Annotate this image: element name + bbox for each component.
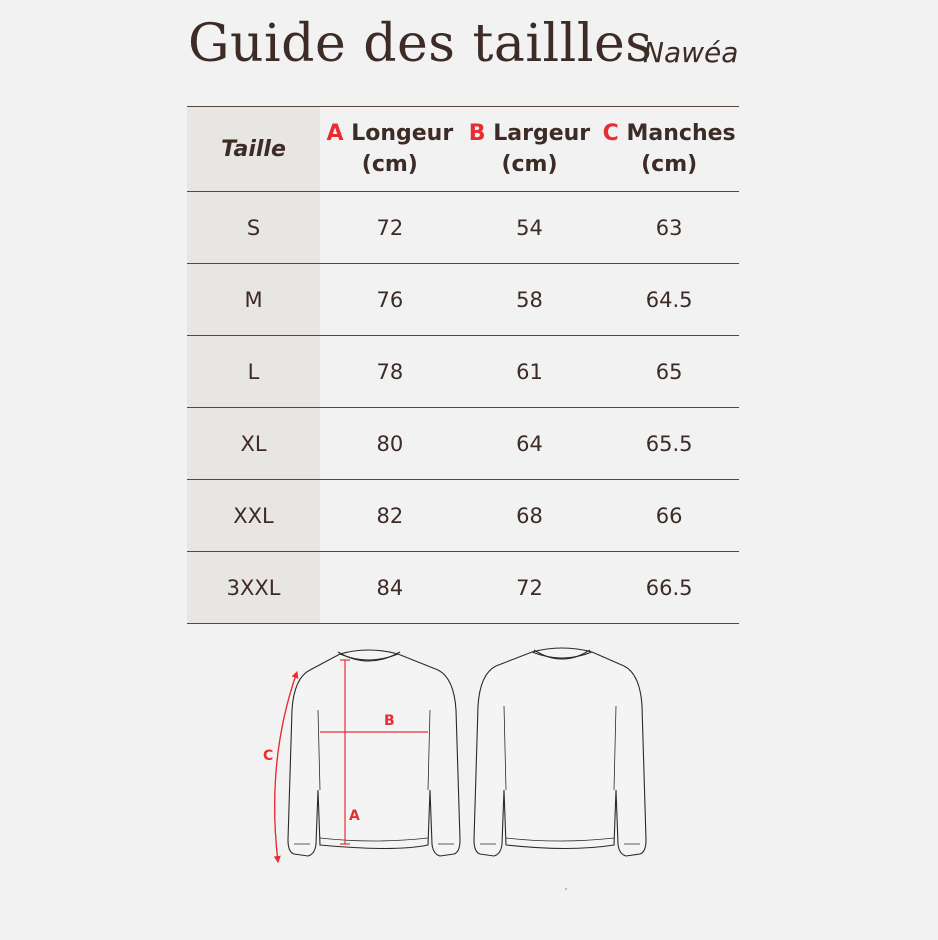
table-row bbox=[187, 192, 739, 264]
dot-mark bbox=[565, 888, 567, 890]
header-largeur bbox=[460, 107, 600, 192]
cell-largeur: 58 bbox=[460, 264, 600, 336]
header-label-longeur: Longeur bbox=[351, 121, 454, 146]
table-header-row bbox=[187, 107, 739, 192]
cell-size: L bbox=[187, 336, 320, 408]
cell-manches: 65.5 bbox=[599, 408, 739, 480]
sweatshirt-front-icon bbox=[288, 650, 460, 856]
cell-longeur: 84 bbox=[320, 552, 460, 624]
table-row bbox=[187, 336, 739, 408]
table-row bbox=[187, 552, 739, 624]
header-letter-c: C bbox=[602, 121, 619, 146]
cell-largeur: 54 bbox=[460, 192, 600, 264]
sweatshirt-back-icon bbox=[474, 648, 646, 856]
cell-largeur: 72 bbox=[460, 552, 600, 624]
cell-largeur: 61 bbox=[460, 336, 600, 408]
cell-manches: 65 bbox=[599, 336, 739, 408]
cell-size: S bbox=[187, 192, 320, 264]
cell-manches: 66.5 bbox=[599, 552, 739, 624]
label-c: C bbox=[263, 748, 274, 764]
table-row bbox=[187, 264, 739, 336]
header-unit: (cm) bbox=[361, 152, 418, 177]
cell-manches: 66 bbox=[599, 480, 739, 552]
cell-longeur: 76 bbox=[320, 264, 460, 336]
header-unit: (cm) bbox=[641, 152, 698, 177]
cell-largeur: 64 bbox=[460, 408, 600, 480]
page-title: Guide des taillles bbox=[188, 14, 653, 74]
cell-size: XL bbox=[187, 408, 320, 480]
cell-largeur: 68 bbox=[460, 480, 600, 552]
cell-size: M bbox=[187, 264, 320, 336]
cell-longeur: 82 bbox=[320, 480, 460, 552]
cell-size: XXL bbox=[187, 480, 320, 552]
table-row bbox=[187, 480, 739, 552]
header-letter-b: B bbox=[468, 121, 486, 146]
cell-longeur: 78 bbox=[320, 336, 460, 408]
header-longeur bbox=[320, 107, 460, 192]
header-size: Taille bbox=[187, 107, 320, 192]
cell-size: 3XXL bbox=[187, 552, 320, 624]
header-unit: (cm) bbox=[501, 152, 558, 177]
label-b: B bbox=[384, 713, 395, 729]
brand-name: Nawéa bbox=[643, 36, 739, 69]
table-row bbox=[187, 408, 739, 480]
size-table bbox=[187, 106, 739, 624]
sweatshirt-illustration bbox=[263, 640, 670, 880]
label-a: A bbox=[349, 808, 360, 824]
header-label-manches: Manches bbox=[626, 121, 736, 146]
header-letter-a: A bbox=[326, 121, 344, 146]
header-manches bbox=[599, 107, 739, 192]
cell-manches: 64.5 bbox=[599, 264, 739, 336]
cell-longeur: 72 bbox=[320, 192, 460, 264]
header-label-largeur: Largeur bbox=[493, 121, 591, 146]
cell-longeur: 80 bbox=[320, 408, 460, 480]
cell-manches: 63 bbox=[599, 192, 739, 264]
